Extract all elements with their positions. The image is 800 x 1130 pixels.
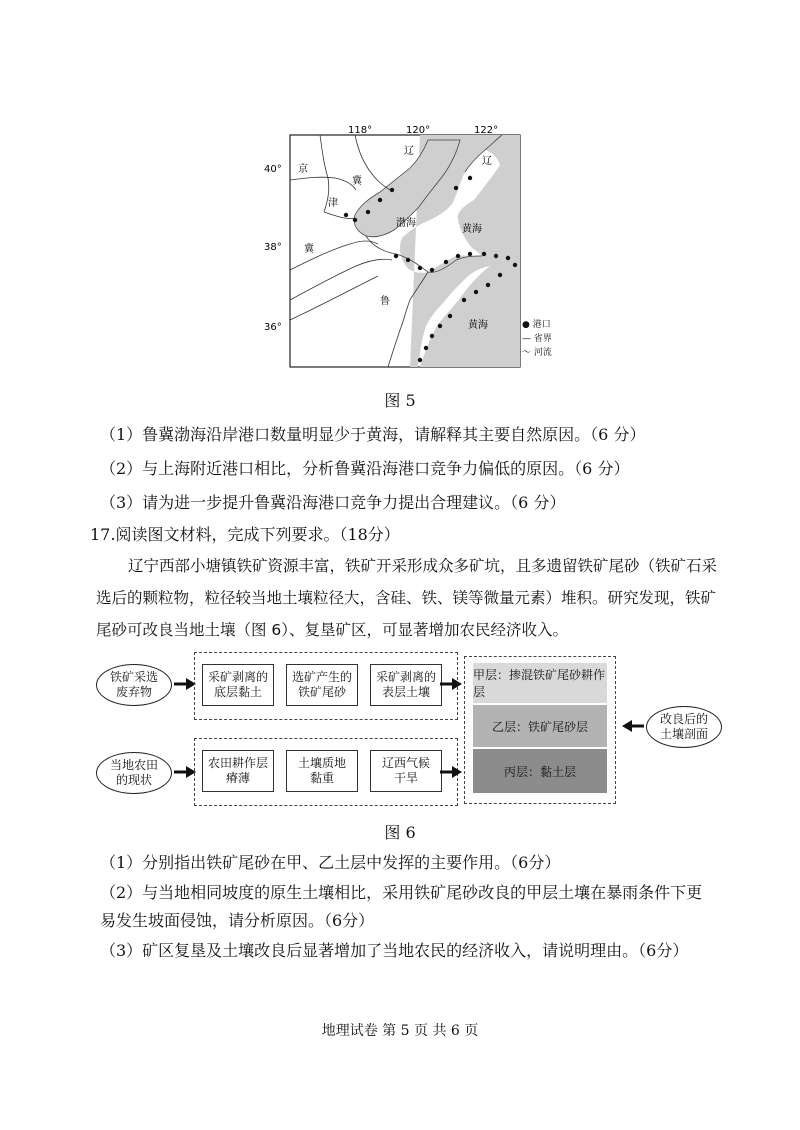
legend-port [522, 318, 582, 332]
legend-river [522, 346, 582, 360]
q16-sub1: （1）鲁冀渤海沿岸港口数量明显少于黄海，请解释其主要自然原因。（6 分） [100, 425, 646, 444]
arrow-bottom-right [440, 766, 462, 778]
region-label-jin: 津 [328, 198, 338, 209]
legend-border [522, 332, 582, 346]
soil-profile-frame [464, 656, 616, 804]
figure6-diagram [90, 650, 730, 810]
region-label-lu: 鲁 [380, 296, 390, 307]
figure6-caption: 图 6 [384, 823, 416, 842]
q17-sub2-line1: （2）与当地相同坡度的原生土壤相比，采用铁矿尾砂改良的甲层土壤在暴雨条件下更 [100, 883, 703, 902]
q17-sub2-line2: 易发生坡面侵蚀，请分析原因。（6分） [100, 911, 375, 930]
box-topsoil: 采矿剥离的 表层土壤 [370, 664, 442, 706]
lon-label-122: 122° [474, 125, 499, 136]
box-bottom-clay: 采矿剥离的 底层黏土 [202, 664, 274, 706]
layer-bing: 丙层：黏土层 [473, 749, 607, 793]
oval-farmland-status: 当地农田 的现状 [96, 752, 172, 794]
layer-yi: 乙层：铁矿尾砂层 [473, 705, 607, 747]
lat-label-40: 40° [264, 164, 282, 175]
q16-sub3: （3）请为进一步提升鲁冀沿海港口竞争力提出合理建议。（6 分） [100, 493, 566, 512]
figure5-caption: 图 5 [384, 391, 416, 410]
oval-mining-waste: 铁矿采选 废弃物 [96, 664, 172, 706]
material-line-1: 辽宁西部小塘镇铁矿资源丰富，铁矿开采形成众多矿坑，且多遗留铁矿尾砂（铁矿石采 [128, 557, 718, 575]
q17-material [96, 550, 736, 646]
box-heavy-texture: 土壤质地 黏重 [286, 750, 358, 792]
page-footer: 地理试卷 第 5 页 共 6 页 [321, 1023, 479, 1039]
material-line-2: 选后的颗粒物，粒径较当地土壤粒径大，含硅、铁、镁等微量元素）堆积。研究发现，铁矿 [96, 589, 717, 607]
region-label-liao-right: 辽 [482, 156, 492, 167]
legend-border-label: 省界 [533, 334, 552, 344]
legend-port-label: 港口 [532, 320, 551, 330]
map-legend [522, 318, 582, 360]
arrow-profile-left [622, 720, 644, 732]
sea-label-huanghai: 黄海 [468, 320, 488, 331]
lat-label-38: 38° [264, 242, 282, 253]
region-label-jing: 京 [298, 164, 308, 175]
box-iron-tailings: 选矿产生的 铁矿尾砂 [286, 664, 358, 706]
box-dry-climate: 辽西气候 干旱 [370, 750, 442, 792]
sea-label-haixia: 黄海 [462, 224, 482, 235]
box-thin-tillage: 农田耕作层 瘠薄 [202, 750, 274, 792]
legend-river-label: 河流 [533, 348, 552, 358]
region-label-ji-top: 冀 [352, 176, 362, 187]
lat-label-36: 36° [264, 322, 282, 333]
arrow-top-left [174, 678, 196, 690]
port-dot-icon: ● [522, 320, 530, 330]
figure5-map [260, 120, 552, 380]
arrow-bottom-left [174, 766, 196, 778]
sea-label-bohai: 渤海 [396, 218, 416, 229]
layer-jia: 甲层：掺混铁矿尾砂耕作层 [473, 663, 607, 703]
oval-improved-profile: 改良后的 土壤剖面 [646, 706, 722, 748]
arrow-top-right [440, 678, 462, 690]
region-label-liao-top: 辽 [404, 146, 414, 157]
material-line-3: 尾砂可改良当地土壤（图 6）、复垦矿区，可显著增加农民经济收入。 [96, 621, 569, 639]
q17-sub3: （3）矿区复垦及土壤改良后显著增加了当地农民的经济收入，请说明理由。（6分） [100, 941, 689, 960]
river-line-icon: ～ [522, 348, 532, 358]
q17-sub1: （1）分别指出铁矿尾砂在甲、乙土层中发挥的主要作用。（6分） [100, 853, 561, 872]
q17-header: 17.阅读图文材料，完成下列要求。（18分） [90, 525, 400, 544]
border-line-icon: — [522, 334, 531, 344]
q16-sub2: （2）与上海附近港口相比，分析鲁冀沿海港口竞争力偏低的原因。（6 分） [100, 459, 630, 478]
region-label-ji-bottom: 冀 [304, 244, 314, 255]
lon-label-118: 118° [348, 125, 373, 136]
lon-label-120: 120° [406, 125, 431, 136]
